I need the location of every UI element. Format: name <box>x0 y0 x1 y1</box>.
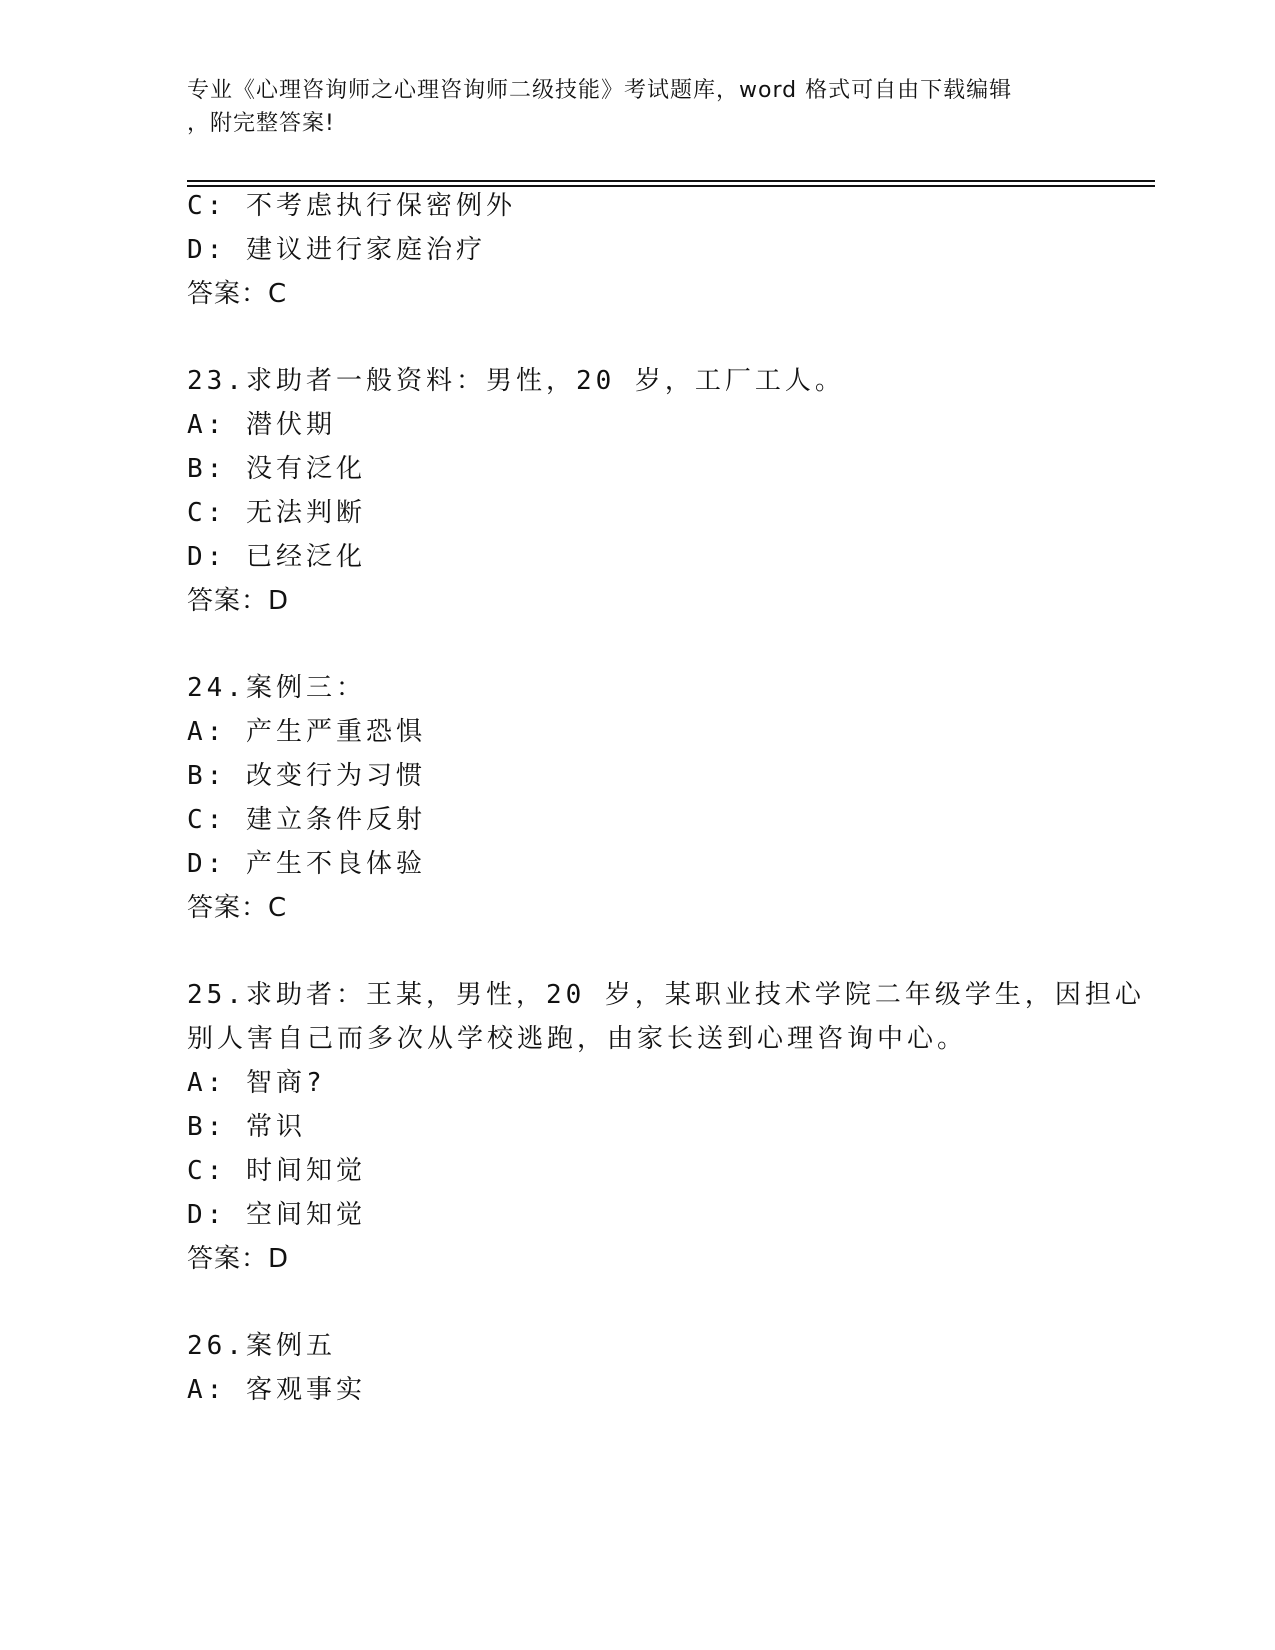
q23-option-c: C: 无法判断 <box>187 498 366 528</box>
q25-option-b: B: 常识 <box>187 1112 306 1142</box>
q23-answer: 答案：D <box>187 586 290 616</box>
header-divider-bottom <box>187 185 1155 187</box>
q24-question: 24.案例三： <box>187 673 366 703</box>
q22-option-c: C: 不考虑执行保密例外 <box>187 191 516 221</box>
document-header <box>187 74 1067 140</box>
header-title-line-2: ，附完整答案! <box>187 111 335 136</box>
q24-option-b: B: 改变行为习惯 <box>187 761 426 791</box>
q23-option-b: B: 没有泛化 <box>187 454 366 484</box>
q22-option-d: D: 建议进行家庭治疗 <box>187 235 486 265</box>
q23-option-a: A: 潜伏期 <box>187 410 336 440</box>
q24-option-c: C: 建立条件反射 <box>187 805 426 835</box>
q23-question: 23.求助者一般资料：男性，20 岁，工厂工人。 <box>187 366 845 396</box>
q25-answer: 答案：D <box>187 1244 290 1274</box>
q23-option-d: D: 已经泛化 <box>187 542 366 572</box>
q25-question-line-1: 25.求助者：王某，男性，20 岁，某职业技术学院二年级学生，因担心 <box>187 980 1145 1010</box>
q25-option-d: D: 空间知觉 <box>187 1200 366 1230</box>
header-title-line-1: 专业《心理咨询师之心理咨询师二级技能》考试题库，word 格式可自由下载编辑 <box>187 78 1013 103</box>
header-divider-top <box>187 180 1155 182</box>
q24-option-a: A: 产生严重恐惧 <box>187 717 426 747</box>
q25-option-a: A: 智商? <box>187 1068 326 1098</box>
q24-option-d: D: 产生不良体验 <box>187 849 426 879</box>
q24-answer: 答案：C <box>187 893 288 923</box>
q26-option-a: A: 客观事实 <box>187 1375 366 1405</box>
q26-question: 26.案例五 <box>187 1331 336 1361</box>
q25-question-line-2: 别人害自己而多次从学校逃跑，由家长送到心理咨询中心。 <box>187 1024 968 1054</box>
q25-option-c: C: 时间知觉 <box>187 1156 366 1186</box>
q22-answer: 答案：C <box>187 279 288 309</box>
